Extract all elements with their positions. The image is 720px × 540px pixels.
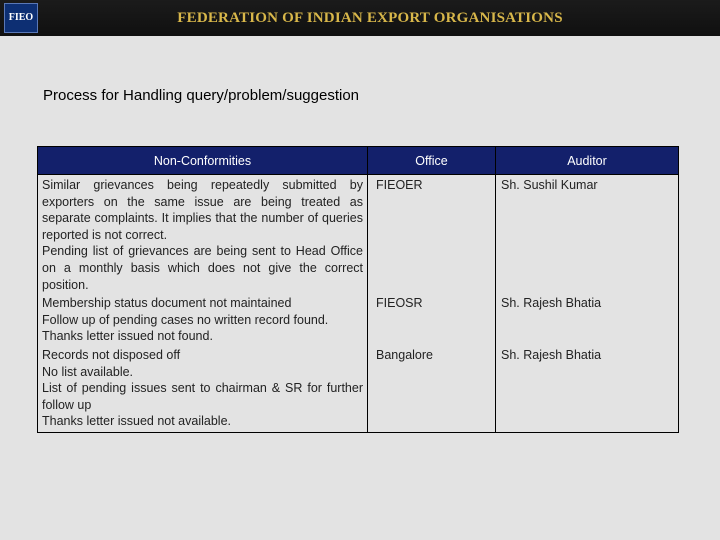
office-cell: Bangalore	[368, 345, 496, 432]
nonconformity-text: Pending list of grievances are being sent to Head Office on a monthly basis which does not give the correct position.	[42, 244, 363, 292]
column-header-auditor: Auditor	[496, 147, 679, 175]
table-row	[38, 175, 679, 294]
nonconformities-table	[37, 146, 679, 433]
page-title: Process for Handling query/problem/suggestion	[43, 87, 360, 104]
nonconformity-text: List of pending issues sent to chairman & SR for further follow up	[42, 381, 363, 412]
header-bar	[0, 0, 720, 36]
nonconformity-cell	[38, 293, 368, 345]
nonconformity-text: No list available.	[42, 364, 134, 379]
column-header-nonconformities: Non-Conformities	[38, 147, 368, 175]
nonconformity-text: Records not disposed off	[42, 347, 181, 362]
office-cell: FIEOER	[368, 175, 496, 294]
organisation-title: FEDERATION OF INDIAN EXPORT ORGANISATIONS	[177, 10, 563, 26]
office-cell: FIEOSR	[368, 293, 496, 345]
auditor-cell: Sh. Sushil Kumar	[496, 175, 679, 294]
nonconformity-cell	[38, 175, 368, 294]
table-row	[38, 345, 679, 432]
nonconformity-text: Follow up of pending cases no written record found.	[42, 312, 329, 327]
auditor-cell: Sh. Rajesh Bhatia	[496, 293, 679, 345]
table-row	[38, 293, 679, 345]
logo-text: FIEO	[8, 12, 34, 23]
column-header-office: Office	[368, 147, 496, 175]
auditor-cell: Sh. Rajesh Bhatia	[496, 345, 679, 432]
nonconformity-text: Thanks letter issued not found.	[42, 329, 213, 344]
nonconformity-text: Thanks letter issued not available.	[42, 414, 231, 429]
table-header-row	[38, 147, 679, 175]
nonconformity-cell	[38, 345, 368, 432]
nonconformity-text: Membership status document not maintained	[42, 296, 292, 311]
nonconformity-text: Similar grievances being repeatedly submitted by exporters on the same issue are being treated as separate complaints. It implies that the number of queries reported is not correct.	[42, 178, 363, 242]
